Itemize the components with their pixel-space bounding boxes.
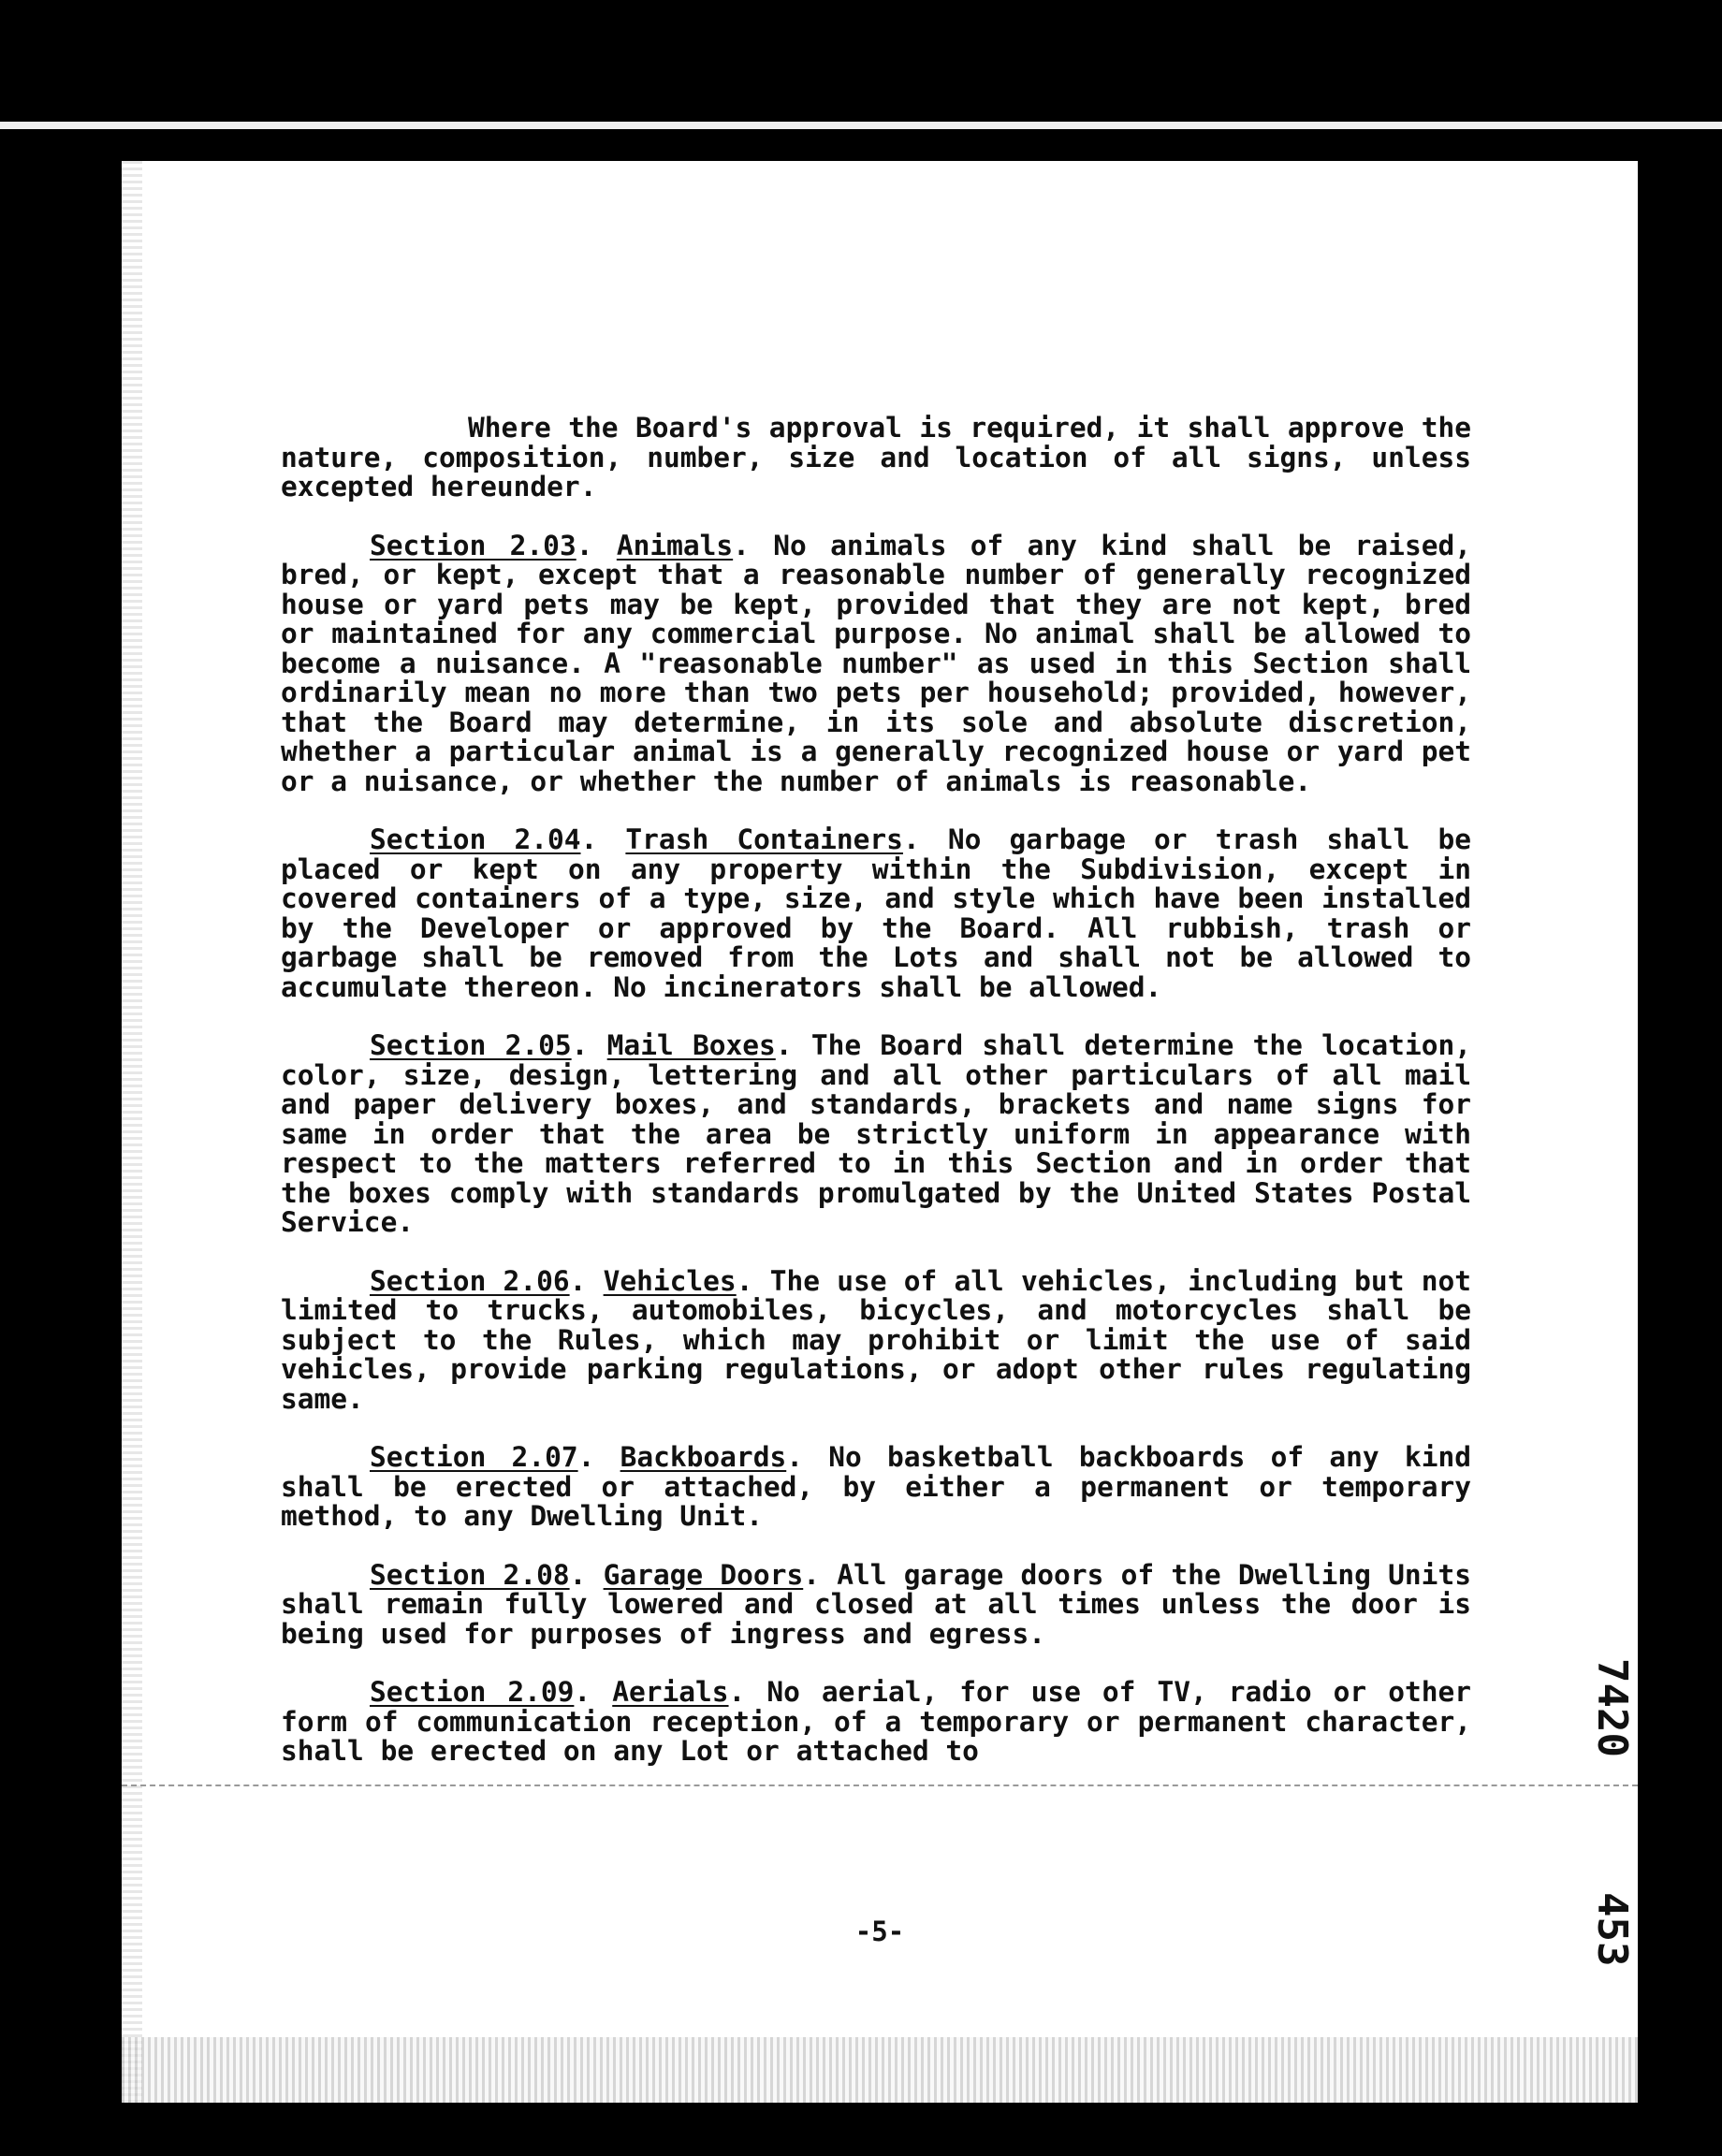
section-text: No aerial, for use of TV, radio or other form of communication reception, of a temporary or permanent character, shall be erected on any Lot or attached to bbox=[281, 1676, 1471, 1767]
section-title: Trash Containers bbox=[625, 823, 903, 855]
section-2-07: Section 2.07. Backboards. No basketball backboards of any kind shall be erected or attached, by either a permanent or temporary method, to any Dwelling Unit. bbox=[281, 1441, 1471, 1532]
scan-noise-bottom bbox=[122, 2037, 1638, 2103]
section-title: Aerials bbox=[612, 1676, 729, 1708]
section-title: Backboards bbox=[620, 1441, 787, 1473]
section-2-03: Section 2.03. Animals. No animals of any kind shall be raised, bred, or kept, except that a reasonable number of generally recognized house or yard pets may be kept, provided that they are not kept, bred or maintained for any commercial purpose. No animal shall be allowed to become a nuisance. A "reasonable number" as used in this Section shall ordinarily mean no more than two pets per household; provided, however, that the Board may determine, in its sole and absolute discretion, whether a particular animal is a generally recognized house or yard pet or a nuisance, or whether the number of animals is reasonable. bbox=[281, 529, 1471, 797]
margin-recording-stamp bbox=[1588, 1658, 1681, 2014]
section-number: Section 2.03 bbox=[370, 529, 576, 561]
section-text: No basketball backboards of any kind shall be erected or attached, by either a permanent or temporary method, to any Dwelling Unit. bbox=[281, 1441, 1471, 1532]
section-text: The use of all vehicles, including but not limited to trucks, automobiles, bicycles, and motorcycles shall be subject to the Rules, which may prohibit or limit the use of said vehicles, provide parking regulations, or adopt other rules regulating same. bbox=[281, 1264, 1471, 1415]
section-title: Vehicles bbox=[603, 1264, 737, 1297]
section-number: Section 2.04 bbox=[370, 823, 581, 855]
document-page bbox=[122, 161, 1638, 2103]
section-2-08: Section 2.08. Garage Doors. All garage doors of the Dwelling Units shall remain fully lowered and closed at all times unless the door is being used for purposes of ingress and egress. bbox=[281, 1558, 1471, 1650]
section-title: Animals bbox=[616, 529, 734, 561]
page-number: -5- bbox=[854, 1916, 905, 1947]
scan-noise-left bbox=[122, 161, 142, 2103]
section-number: Section 2.08 bbox=[370, 1558, 570, 1591]
section-text: All garage doors of the Dwelling Units shall remain fully lowered and closed at all times unless the door is being used for purposes of ingress and egress. bbox=[281, 1558, 1471, 1650]
section-text: The Board shall determine the location, color, size, design, lettering and all other particulars of all mail and paper delivery boxes, and standards, brackets and name signs for same in order that the area be strictly uniform in appearance with respect to the matters referred to in this Section and in order that the boxes comply with standards promulgated by the United States Postal Service. bbox=[281, 1029, 1471, 1238]
section-number: Section 2.06 bbox=[370, 1264, 570, 1297]
scan-artifact-line bbox=[0, 122, 1722, 129]
section-2-05: Section 2.05. Mail Boxes. The Board shall determine the location, color, size, design, lettering and all other particulars of all mail and paper delivery boxes, and standards, brackets and name signs for same in order that the area be strictly uniform in appearance with respect to the matters referred to in this Section and in order that the boxes comply with standards promulgated by the United States Postal Service. bbox=[281, 1029, 1471, 1238]
section-2-04: Section 2.04. Trash Containers. No garbage or trash shall be placed or kept on any property within the Subdivision, except in covered containers of a type, size, and style which have been installed by the Developer or approved by the Board. All rubbish, trash or garbage shall be removed from the Lots and shall not be allowed to accumulate thereon. No incinerators shall be allowed. bbox=[281, 823, 1472, 1003]
section-number: Section 2.05 bbox=[370, 1029, 572, 1061]
intro-paragraph: Where the Board's approval is required, it shall approve the nature, composition, number, size and location of all signs, unless excepted hereunder. bbox=[281, 412, 1471, 503]
section-2-06: Section 2.06. Vehicles. The use of all vehicles, including but not limited to trucks, automobiles, bicycles, and motorcycles shall be subject to the Rules, which may prohibit or limit the use of said vehicles, provide parking regulations, or adopt other rules regulating same. bbox=[281, 1264, 1471, 1415]
stamp-page-number: 453 bbox=[1588, 1892, 1636, 1967]
section-title: Mail Boxes bbox=[606, 1029, 776, 1061]
section-title: Garage Doors bbox=[603, 1558, 804, 1591]
section-number: Section 2.09 bbox=[370, 1676, 575, 1708]
section-text: No garbage or trash shall be placed or kept on any property within the Subdivision, except in covered containers of a type, size, and style which have been installed by the Developer or approved by the Board. All rubbish, trash or garbage shall be removed from the Lots and shall not be allowed to accumulate thereon. No incinerators shall be allowed. bbox=[281, 823, 1472, 1003]
section-number: Section 2.07 bbox=[370, 1441, 578, 1473]
document-body bbox=[281, 414, 1471, 1796]
stamp-volume-number: 7420 bbox=[1588, 1658, 1636, 1757]
section-2-09: Section 2.09. Aerials. No aerial, for use of TV, radio or other form of communication reception, of a temporary or permanent character, shall be erected on any Lot or attached to bbox=[281, 1676, 1471, 1767]
section-text: No animals of any kind shall be raised, bred, or kept, except that a reasonable number of generally recognized house or yard pets may be kept, provided that they are not kept, bred or maintained for any commercial purpose. No animal shall be allowed to become a nuisance. A "reasonable number" as used in this Section shall ordinarily mean no more than two pets per household; provided, however, that the Board may determine, in its sole and absolute discretion, whether a particular animal is a generally recognized house or yard pet or a nuisance, or whether the number of animals is reasonable. bbox=[281, 529, 1471, 797]
